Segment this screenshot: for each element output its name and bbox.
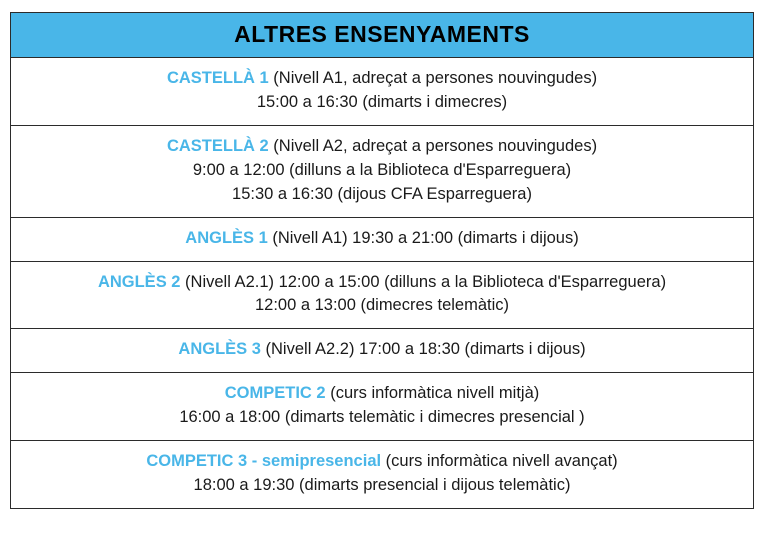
table-row <box>11 262 753 330</box>
course-name: ANGLÈS 3 <box>178 340 261 359</box>
course-name: COMPETIC 3 - semipresencial <box>146 452 382 471</box>
table-row <box>11 218 753 262</box>
row-line <box>17 67 747 91</box>
row-line: 12:00 a 13:00 (dimecres telemàtic) <box>254 296 510 315</box>
course-detail: (Nivell A2.1) 12:00 a 15:00 (dilluns a la Biblioteca d'Esparreguera) <box>180 272 667 291</box>
course-name: ANGLÈS 1 <box>185 228 268 247</box>
table-header-row <box>11 13 753 58</box>
course-name: CASTELLÀ 1 <box>166 69 269 87</box>
course-name: CASTELLÀ 2 <box>166 136 269 155</box>
row-line: 9:00 a 12:00 (dilluns a la Biblioteca d'Esparreguera) <box>192 160 572 179</box>
row-line <box>17 338 747 362</box>
page-title: ALTRES ENSENYAMENTS <box>234 21 530 47</box>
table-row <box>11 441 753 508</box>
table-row <box>11 373 753 441</box>
table-row <box>11 126 753 218</box>
row-line: 16:00 a 18:00 (dimarts telemàtic i dimecres presencial ) <box>179 408 585 427</box>
course-detail: (curs informàtica nivell avançat) <box>381 452 618 471</box>
course-detail: (curs informàtica nivell mitjà) <box>325 384 540 403</box>
course-detail: (Nivell A2, adreçat a persones nouvingudes) <box>268 136 598 155</box>
course-detail: (Nivell A1) 19:30 a 21:00 (dimarts i dijous) <box>267 228 579 247</box>
row-line <box>17 450 747 474</box>
course-name: ANGLÈS 2 <box>97 272 181 291</box>
row-line <box>17 271 747 295</box>
schedule-table <box>10 12 754 509</box>
course-detail: (Nivell A1, adreçat a persones nouvingudes) <box>268 69 598 87</box>
table-row <box>11 58 753 126</box>
course-name: COMPETIC 2 <box>224 384 326 403</box>
row-line: 18:00 a 19:30 (dimarts presencial i dijous telemàtic) <box>193 476 571 495</box>
row-line <box>17 227 747 251</box>
table-row <box>11 329 753 373</box>
row-line <box>17 135 747 159</box>
course-detail: (Nivell A2.2) 17:00 a 18:30 (dimarts i dijous) <box>260 340 586 359</box>
row-line <box>17 382 747 406</box>
row-line: 15:30 a 16:30 (dijous CFA Esparreguera) <box>232 184 532 203</box>
row-line: 15:00 a 16:30 (dimarts i dimecres) <box>256 92 508 111</box>
